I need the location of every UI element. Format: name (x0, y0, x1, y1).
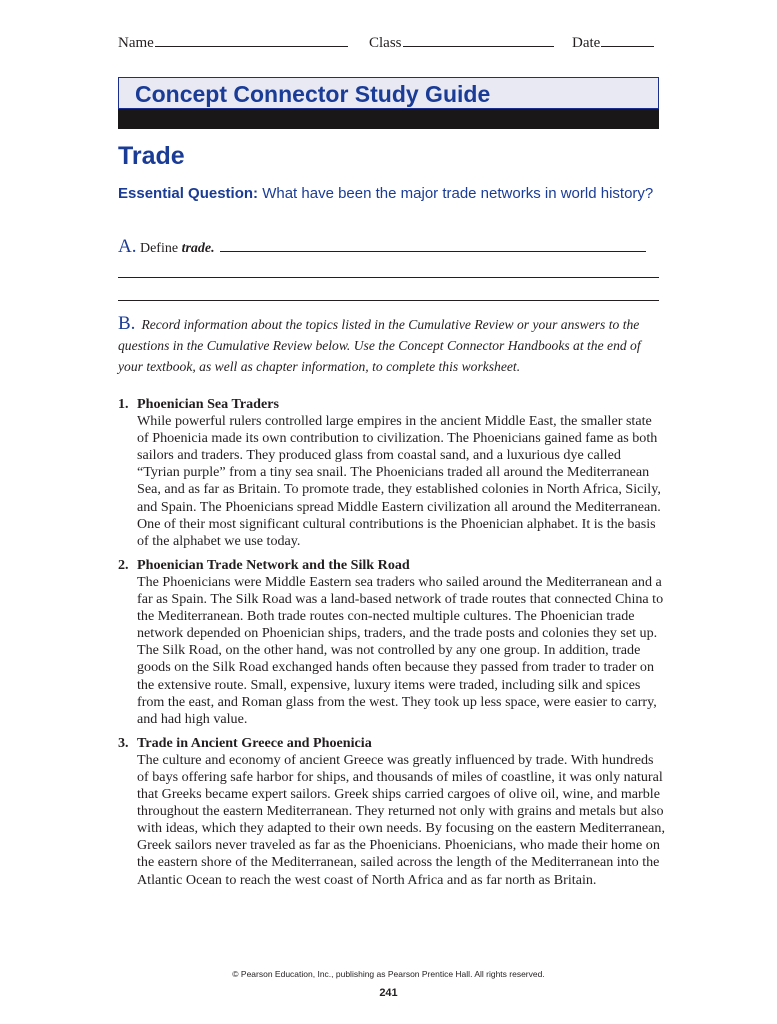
section-b-instructions: Record information about the topics listed in the Cumulative Review or your answers to the questions in the Cumulative Review below. Use the Concept Connector Handbooks at the end of your textbook, as well as chapter information, to complete this worksheet. (118, 317, 641, 374)
class-line[interactable] (403, 33, 554, 47)
date-line[interactable] (601, 33, 654, 47)
item-number: 3. (118, 734, 129, 751)
item-text: While powerful rulers controlled large empires in the ancient Middle East, the smaller state of Phoenicia made its own contribution to civilization. The Phoenicians gained fame as both sailors and traders. They produced glass from coastal sand, and a luxurious dye called “Tyrian purple” from a tiny sea snail. The Phoenicians traded all around the Mediterranean Sea, and as far as Britain. To promote trade, they established colonies in North Africa, Sicily, and Spain. The Phoenicians spread Middle Eastern civilization all around the Mediterranean. One of their most significant cultural contributions is the Phoenician alphabet. It is the basis of the alphabet we use today. (137, 413, 661, 549)
section-a-letter: A. (118, 236, 137, 257)
topic-list (118, 396, 666, 896)
section-b (118, 313, 663, 377)
essential-question-text: What have been the major trade networks in world history? (262, 185, 654, 202)
item-title: Phoenician Trade Network and the Silk Road (137, 556, 410, 573)
class-label: Class (369, 35, 402, 51)
date-label: Date (572, 35, 601, 51)
page-number: 241 (379, 987, 398, 999)
item-title: Phoenician Sea Traders (137, 396, 279, 412)
essential-question (118, 183, 663, 204)
name-field[interactable] (118, 33, 348, 52)
page-title: Trade (118, 142, 185, 170)
item-number: 2. (118, 556, 129, 573)
definition-line-3[interactable] (118, 300, 659, 301)
section-b-letter: B. (118, 313, 136, 334)
list-item (118, 396, 666, 550)
date-field[interactable] (572, 33, 654, 52)
copyright-notice: © Pearson Education, Inc., publishing as Pearson Prentice Hall. All rights reserved. (232, 969, 545, 979)
class-field[interactable] (369, 33, 554, 52)
definition-line-2[interactable] (118, 277, 659, 278)
item-text: The Phoenicians were Middle Eastern sea traders who sailed around the Mediterranean and a far as Spain. The Silk Road was a land-based network of trade routes that connected China to the Mediterranean. Both trade routes con-nected multiple cultures. The Phoenician trade network depended on Phoenician ships, traders, and the trade posts and colonies they set up. The Silk Road, on the other hand, was not controlled by any one group. In addition, trade goods on the Silk Road exchanged hands often because they passed from trader to trader on the extensive route. Small, expensive, luxury items were traded, including silk and spices from the east, and Roman glass from the west. They took up less space, were easier to carry, and had high value. (137, 573, 664, 727)
essential-question-label: Essential Question: (118, 185, 259, 202)
section-a (118, 237, 646, 259)
item-text: The culture and economy of ancient Greece was greatly influenced by trade. With hundreds of bays offering safe harbor for ships, and thousands of miles of coastline, it was only natural that Greeks became expert sailors. Greek ships carried cargoes of olive oil, wine, and marble throughout the eastern Mediterranean. They returned not only with grains and metals but also with ideas, which they adapted to their own needs. By focusing on the eastern Mediterranean, Greek sailors never traveled as far as the Phoenicians. Phoenicians, who made their home on the eastern shore of the Mediterranean, sailed across the length of the Mediterranean into the Atlantic Ocean to reach the west coast of North Africa and as far north as Britain. (137, 751, 665, 888)
list-item (118, 557, 666, 728)
section-a-term: trade. (181, 241, 215, 256)
list-item (118, 735, 666, 889)
banner-title: Concept Connector Study Guide (135, 81, 491, 107)
name-line[interactable] (155, 33, 348, 47)
definition-line-1[interactable] (220, 239, 646, 252)
name-label: Name (118, 35, 154, 51)
item-title: Trade in Ancient Greece and Phoenicia (137, 734, 372, 751)
item-number: 1. (118, 396, 129, 412)
section-a-prompt: Define (139, 241, 182, 256)
